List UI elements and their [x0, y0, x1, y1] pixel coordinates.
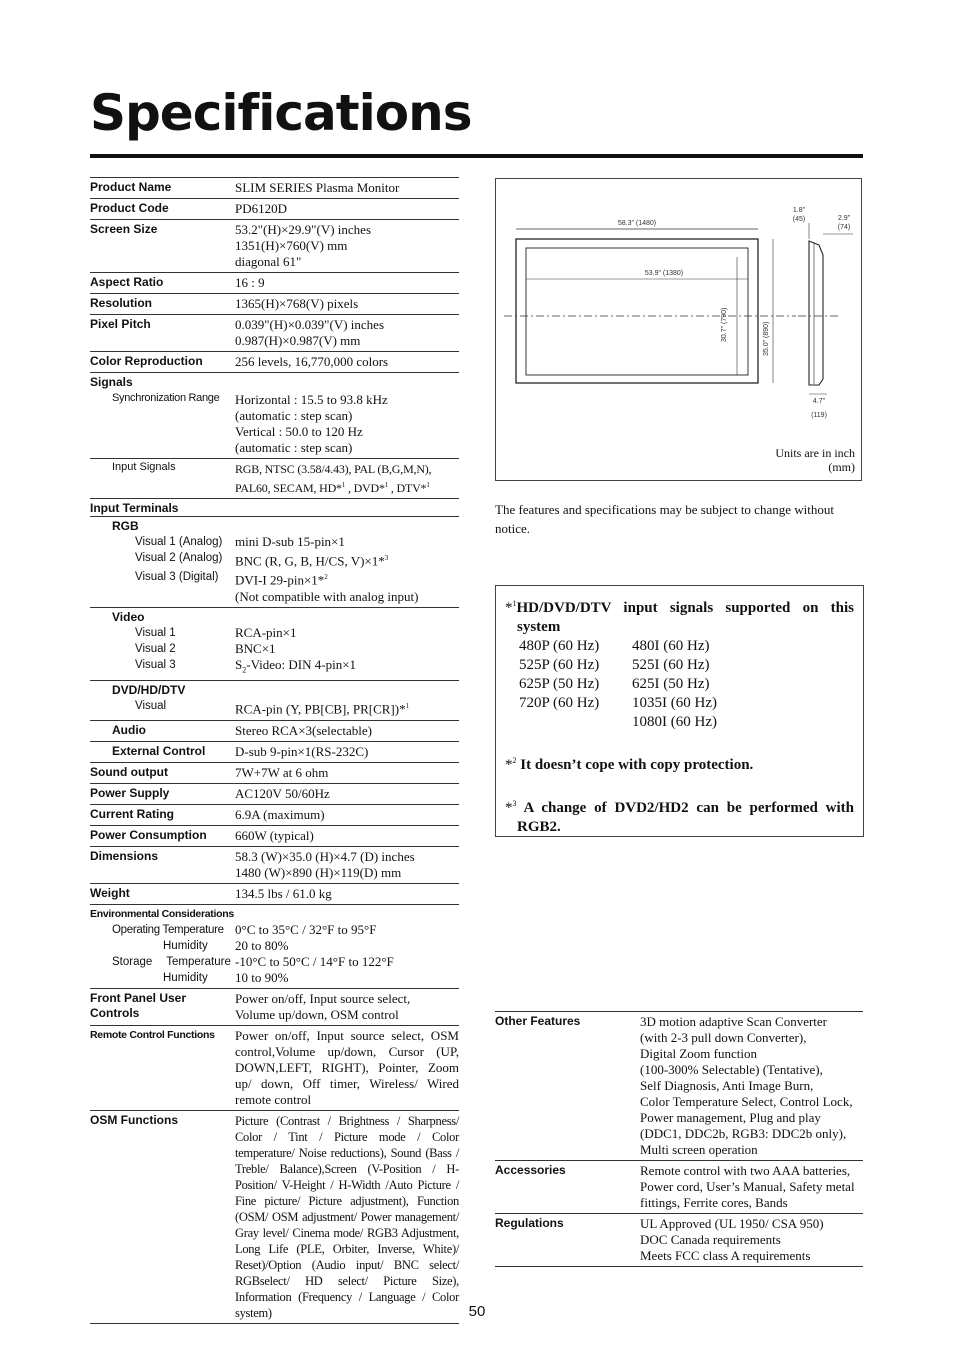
value-line: fittings, Ferrite cores, Bands [640, 1195, 788, 1210]
value-line: Volume up/down, OSM control [235, 1006, 399, 1022]
value-line: RGB, NTSC (3.58/4.43), PAL (B,G,M,N), [235, 462, 432, 476]
signal-item: 1035I (60 Hz) [632, 695, 717, 711]
spec-row-remote [90, 1025, 459, 1110]
page-number: 50 [468, 1303, 486, 1320]
value-line: (Not compatible with analog input) [235, 588, 419, 604]
spec-row-rgb-visual2 [90, 550, 459, 569]
spec-value: 7W+7W at 6 ohm [235, 762, 459, 783]
dimension-drawing [496, 179, 861, 480]
footnote-mark: 2 [324, 573, 328, 582]
spec-value: 0°C to 35°C / 32°F to 95°F [235, 921, 377, 937]
spec-value: D-sub 9-pin×1(RS-232C) [235, 741, 459, 762]
value-text: BNC (R, G, B, H/CS, V)×1* [235, 553, 385, 569]
footnote-2 [505, 751, 854, 775]
spec-row-rgb-visual1 [90, 534, 459, 550]
value-text: -Video: DIN 4-pin×1 [246, 656, 357, 672]
monitor-screen [526, 248, 748, 375]
value-line: Vertical : 50.0 to 120 Hz [235, 424, 363, 439]
spec-sublabel: Visual 1 (Analog) [135, 536, 223, 548]
spec-label: Other Features [495, 1012, 640, 1161]
spec-row-environmental [90, 904, 459, 922]
signal-item: 525P (60 Hz) [519, 657, 600, 673]
other-spec-table [495, 1011, 863, 1267]
spec-value: 10 to 90% [235, 970, 459, 989]
spec-sublabel: Humidity [90, 970, 235, 989]
spec-row-input-signals [90, 459, 459, 499]
spec-row-product-name [90, 178, 459, 199]
value-line: 1480 (W)×890 (H)×119(D) mm [235, 864, 402, 880]
units-line: (mm) [828, 460, 855, 474]
page-title: Specifications [90, 84, 472, 142]
spec-value: Stereo RCA×3(selectable) [235, 720, 459, 741]
spec-row-env-storage-temp [90, 954, 459, 970]
value-text: RCA-pin (Y, PB[CB], PR[CR])* [235, 701, 406, 717]
signal-item: 625P (50 Hz) [519, 676, 600, 692]
spec-sublabel: Visual 2 (Analog) [135, 552, 223, 564]
spec-label: Product Code [90, 199, 235, 220]
value-text: PAL60, SECAM, HD* [235, 481, 342, 495]
spec-sublabel: Operating Temperature [112, 923, 224, 936]
spec-row-power-consumption [90, 825, 459, 846]
spec-row-power-supply [90, 783, 459, 804]
depth-c-label: 4.7" [812, 398, 826, 405]
spec-value: 6.9A (maximum) [235, 804, 459, 825]
spec-label: Pixel Pitch [90, 315, 235, 352]
value-line: diagonal 61" [235, 254, 302, 269]
units-note [775, 446, 855, 474]
spec-sublabel: Visual 2 [135, 642, 176, 655]
value-line: 58.3 (W)×35.0 (H)×4.7 (D) inches [235, 848, 415, 864]
footnote-asterisk: * [505, 600, 513, 616]
spec-row-osm [90, 1110, 459, 1323]
signal-item: 480P (60 Hz) [519, 638, 600, 654]
spec-value: 256 levels, 16,770,000 colors [235, 352, 459, 373]
spec-row-video-visual3 [90, 657, 459, 681]
spec-value: SLIM SERIES Plasma Monitor [235, 178, 459, 199]
signal-item: 480I (60 Hz) [632, 638, 710, 654]
value-line [235, 477, 459, 496]
signal-item: 720P (60 Hz) [519, 695, 600, 711]
value-text: , DVD* [345, 481, 385, 495]
height-dimension-label: 35.0" (890) [763, 321, 770, 356]
spec-row-accessories [495, 1161, 863, 1214]
spec-row-video-visual1 [90, 625, 459, 641]
spec-row-resolution [90, 294, 459, 315]
value-line: 0.987(H)×0.987(V) mm [235, 333, 361, 348]
footnote-mark: 1 [405, 702, 410, 711]
value-subscript: 2 [242, 665, 247, 675]
value-line: Power management, Plug and play [640, 1110, 821, 1125]
spec-label: Signals [90, 375, 133, 389]
spec-sublabel: Video [112, 609, 145, 624]
spec-label: Environmental Considerations [90, 907, 234, 920]
depth-a-mm-label: (45) [792, 216, 806, 223]
value-line: DOC Canada requirements [640, 1232, 781, 1247]
spec-value [235, 220, 459, 273]
spec-sublabel: DVD/HD/DTV [112, 683, 186, 698]
footnote-number: 1 [512, 599, 517, 608]
spec-sublabel-text: Temperature [166, 955, 231, 968]
spec-row-video-visual2 [90, 641, 459, 657]
spec-label: Color Reproduction [90, 352, 235, 373]
spec-row-screen-size [90, 220, 459, 273]
value-line: (automatic : step scan) [235, 408, 353, 423]
spec-value [235, 846, 459, 883]
spec-row-signals [90, 373, 459, 391]
spec-sublabel [90, 954, 235, 970]
spec-value: Power on/off, Input source select, OSM control,Volume up/down, Cursor (UP, DOWN,LEFT, RIGHT), Pointer, Zoom up/ down, Off timer, Wireless/ Wired remote control [235, 1025, 459, 1110]
spec-row-pixel-pitch [90, 315, 459, 352]
value-line: (with 2-3 pull down Converter), [640, 1030, 807, 1045]
signal-item: 625I (50 Hz) [632, 676, 710, 692]
spec-label: Dimensions [90, 846, 235, 883]
spec-value [235, 569, 459, 607]
spec-row-env-operating-humidity [90, 938, 459, 954]
spec-sublabel: Humidity [163, 939, 208, 952]
spec-table [90, 177, 459, 1324]
title-rule [90, 154, 863, 158]
spec-value [235, 390, 459, 459]
spec-row-sync-range [90, 390, 459, 459]
signal-item [519, 713, 632, 732]
spec-label: Power Supply [90, 783, 235, 804]
spec-label: Screen Size [90, 220, 235, 273]
spec-value: AC120V 50/60Hz [235, 783, 459, 804]
spec-label: Front Panel User Controls [90, 988, 235, 1025]
footnote-mark: 1 [341, 481, 346, 489]
spec-label: Power Consumption [90, 825, 235, 846]
spec-sublabel: RGB [112, 519, 139, 533]
spec-row-env-operating-temp [90, 922, 459, 938]
depth-b-mm-label: (74) [837, 224, 851, 231]
signal-item: 525I (60 Hz) [632, 657, 710, 673]
spec-sublabel: Visual [90, 698, 235, 720]
value-line: Remote control with two AAA batteries, [640, 1163, 851, 1178]
footnote-mark: 3 [384, 554, 389, 562]
spec-value: 16 : 9 [235, 273, 459, 294]
value-text: , DTV* [388, 481, 427, 495]
spec-value: 660W (typical) [235, 825, 459, 846]
footnote-asterisk: * [505, 800, 513, 816]
footnotes-box [495, 585, 864, 837]
spec-row-dvd-visual [90, 698, 459, 720]
spec-row-current-rating [90, 804, 459, 825]
spec-label: Current Rating [90, 804, 235, 825]
spec-value [640, 1214, 863, 1267]
spec-label: Product Name [90, 178, 235, 199]
value-line: Power on/off, Input source select, [235, 990, 411, 1006]
spec-label: Accessories [495, 1161, 640, 1214]
spec-value: -10°C to 50°C / 14°F to 122°F [235, 953, 394, 969]
spec-sublabel: Visual 3 [90, 657, 235, 681]
value-line: 1351(H)×760(V) mm [235, 238, 348, 253]
spec-sublabel: Input Signals [90, 459, 235, 499]
spec-row-rgb-visual3 [90, 569, 459, 607]
spec-label: OSM Functions [90, 1110, 235, 1323]
value-line: (100-300% Selectable) (Tentative), [640, 1062, 823, 1077]
units-line: Units are in inch [775, 446, 855, 460]
spec-value: 1365(H)×768(V) pixels [235, 294, 459, 315]
spec-value: 20 to 80% [235, 937, 289, 953]
spec-row-env-storage-humidity [90, 970, 459, 989]
spec-label: Weight [90, 883, 235, 904]
spec-value [235, 657, 459, 681]
spec-value [235, 459, 459, 499]
spec-row-video [90, 607, 459, 625]
spec-label: Input Terminals [90, 499, 459, 517]
spec-label: Resolution [90, 294, 235, 315]
value-line: Power cord, User’s Manual, Safety metal [640, 1179, 855, 1194]
spec-row-color-reproduction [90, 352, 459, 373]
spec-label: Aspect Ratio [90, 273, 235, 294]
footnote-text: HD/DVD/DTV input signals supported on this system [516, 600, 854, 635]
spec-row-front-panel [90, 988, 459, 1025]
spec-value [235, 698, 459, 720]
spec-value: PD6120D [235, 199, 459, 220]
value-line: Self Diagnosis, Anti Image Burn, [640, 1078, 814, 1093]
spec-sublabel: Synchronization Range [90, 390, 235, 459]
dimension-diagram [495, 178, 862, 481]
spec-sublabel: Visual 1 [135, 626, 176, 639]
depth-c-mm-label: (119) [811, 412, 827, 419]
value-line: 3D motion adaptive Scan Converter [640, 1014, 828, 1029]
spec-row-dimensions [90, 846, 459, 883]
spec-value [235, 550, 459, 569]
width-dimension-label: 58.3" (1480) [617, 220, 657, 227]
value-line: 0.039"(H)×0.039"(V) inches [235, 317, 384, 332]
footnote-number: 3 [512, 799, 517, 808]
monitor-side-view [809, 241, 823, 385]
value-line: UL Approved (UL 1950/ CSA 950) [640, 1216, 824, 1231]
value-line: Multi screen operation [640, 1142, 758, 1157]
footnote-text: A change of DVD2/HD2 can be performed with RGB2. [517, 800, 854, 835]
depth-b-label: 2.9" [837, 215, 851, 222]
spec-row-rgb [90, 517, 459, 535]
value-line: Digital Zoom function [640, 1046, 757, 1061]
value-line: Color Temperature Select, Control Lock, [640, 1094, 853, 1109]
spec-row-audio [90, 720, 459, 741]
value-text: DVI-I 29-pin×1* [235, 572, 325, 588]
spec-row-other-features [495, 1012, 863, 1161]
value-line: Horizontal : 15.5 to 93.8 kHz [235, 392, 388, 407]
footnote-3 [505, 794, 854, 837]
spec-row-weight [90, 883, 459, 904]
depth-a-label: 1.8" [792, 207, 806, 214]
spec-label: Sound output [90, 762, 235, 783]
spec-value: 134.5 lbs / 61.0 kg [235, 883, 459, 904]
value-text: S [235, 656, 243, 672]
value-line: (automatic : step scan) [235, 440, 353, 455]
spec-sublabel: External Control [90, 741, 235, 762]
supported-signals-grid [519, 637, 854, 732]
spec-label: Regulations [495, 1214, 640, 1267]
spec-value [235, 315, 459, 352]
spec-value: Picture (Contrast / Brightness / Sharpness/ Color / Tint / Picture mode / Color temperature/ Noise reductions), Sound (Bass / Treble/ Balance),Screen (V-Position / H-Position/ V-Height / H-Width /Auto Picture / Fine picture/ Picture adjustment), Function (OSM/ OSM adjustment/ Power management/ Gray level/ Cinema mode/ RGB3 Adjustment, Long Life (PLE, Orbiter, Inverse, White)/ Reset)/Option (Audio input/ BNC select/ RGBselect/ HD select/ Picture Size), Information (Frequency / Language / Color system) [235, 1110, 459, 1323]
spec-value [640, 1161, 863, 1214]
screen-height-dimension-label: 30.7" (790) [721, 307, 728, 342]
spec-row-input-terminals [90, 499, 459, 517]
spec-value: mini D-sub 15-pin×1 [235, 534, 345, 549]
spec-value: RCA-pin×1 [235, 624, 297, 640]
spec-row-product-code [90, 199, 459, 220]
change-notice: The features and specifications may be subject to change without notice. [495, 502, 834, 536]
spec-label: Remote Control Functions [90, 1025, 235, 1110]
footnote-mark: 1 [384, 481, 389, 489]
value-line: 53.2"(H)×29.9"(V) inches [235, 222, 371, 237]
signal-item: 1080I (60 Hz) [632, 714, 717, 730]
footnote-1-title [505, 594, 854, 637]
footnote-text: It doesn’t cope with copy protection. [520, 757, 754, 773]
value-line: (DDC1, DDC2b, RGB3: DDC2b only), [640, 1126, 847, 1141]
value-line: Meets FCC class A requirements [640, 1248, 811, 1263]
spec-row-sound-output [90, 762, 459, 783]
spec-row-aspect-ratio [90, 273, 459, 294]
value-line [235, 569, 459, 588]
spec-value [640, 1012, 863, 1161]
spec-value: BNC×1 [235, 640, 276, 656]
spec-sublabel: Audio [90, 720, 235, 741]
spec-sublabel-text: Storage [112, 955, 153, 968]
footnote-asterisk: * [505, 757, 513, 773]
screen-width-dimension-label: 53.9" (1380) [644, 270, 684, 277]
footnote-mark: 1 [426, 481, 430, 489]
spec-row-external-control [90, 741, 459, 762]
spec-row-dvd [90, 681, 459, 699]
spec-row-regulations [495, 1214, 863, 1267]
spec-value [235, 988, 459, 1025]
footnote-number: 2 [512, 756, 517, 765]
spec-sublabel: Visual 3 (Digital) [90, 569, 235, 607]
